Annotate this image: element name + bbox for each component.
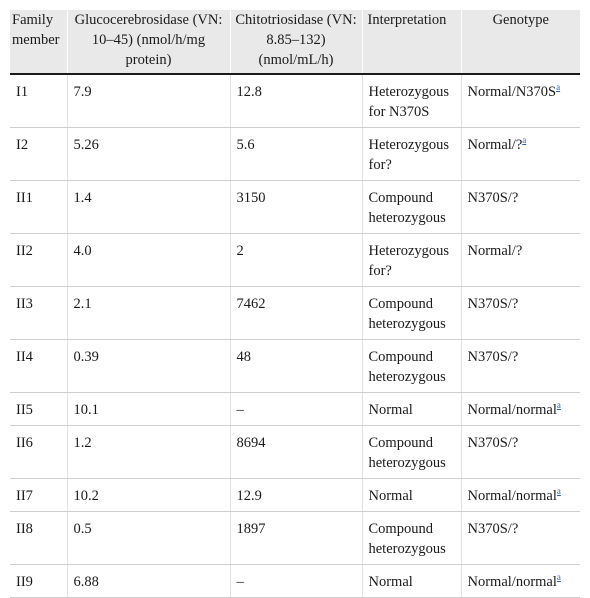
cell-interpretation-text: Heterozygous for N370S [368,84,450,120]
cell-family-member [10,234,67,287]
header-glucocerebrosidase: Glucocerebrosidase (VN: 10–45) (nmol/h/mg protein) [67,10,230,74]
table-row [10,128,580,181]
table-row [10,512,580,565]
cell-genotype [461,181,580,234]
cell-interpretation [362,479,461,512]
footnote-link[interactable]: a [522,135,527,146]
cell-glucocerebrosidase [67,479,230,512]
results-table-container [10,10,580,598]
cell-family-member [10,181,67,234]
cell-chitotriosidase-text: – [236,402,244,418]
cell-genotype-text: Normal/N370S [467,84,557,100]
footnote-link[interactable]: a [556,400,561,411]
cell-chitotriosidase [230,128,362,181]
cell-family-member-text: II3 [16,296,33,312]
cell-glucocerebrosidase [67,426,230,479]
cell-genotype [461,74,580,128]
cell-genotype-text: Normal/normal [467,488,557,504]
footnote-link[interactable]: a [556,82,561,93]
cell-interpretation-text: Normal [368,488,413,504]
cell-genotype [461,287,580,340]
cell-interpretation [362,565,461,598]
table-row [10,393,580,426]
cell-genotype [461,128,580,181]
cell-genotype-text: Normal/? [467,137,523,153]
cell-glucocerebrosidase [67,234,230,287]
cell-genotype-text: Normal/? [467,243,523,259]
cell-interpretation-text: Compound heterozygous [368,190,446,226]
header-row [10,10,580,74]
cell-interpretation-text: Compound heterozygous [368,435,446,471]
cell-chitotriosidase-text: 5.6 [236,137,255,153]
cell-interpretation-text: Heterozygous for? [368,243,450,279]
table-row [10,74,580,128]
header-chitotriosidase: Chitotriosidase (VN: 8.85–132) (nmol/mL/h) [230,10,362,74]
cell-family-member [10,393,67,426]
cell-family-member-text: II1 [16,190,33,206]
cell-family-member-text: II9 [16,574,33,590]
cell-genotype [461,512,580,565]
table-row [10,181,580,234]
cell-interpretation [362,393,461,426]
cell-family-member [10,426,67,479]
cell-genotype-text: N370S/? [467,190,519,206]
cell-glucocerebrosidase-text: 4.0 [73,243,92,259]
cell-genotype [461,479,580,512]
cell-chitotriosidase-text: 8694 [236,435,266,451]
cell-glucocerebrosidase-text: 0.39 [73,349,99,365]
cell-family-member-text: II4 [16,349,33,365]
cell-chitotriosidase [230,234,362,287]
cell-chitotriosidase [230,74,362,128]
table-row [10,287,580,340]
table-row [10,479,580,512]
cell-chitotriosidase [230,340,362,393]
cell-interpretation [362,287,461,340]
header-family-member: Family member [10,10,67,74]
cell-glucocerebrosidase [67,393,230,426]
cell-glucocerebrosidase-text: 1.4 [73,190,92,206]
cell-chitotriosidase [230,181,362,234]
cell-chitotriosidase-text: 12.9 [236,488,262,504]
cell-family-member-text: II2 [16,243,33,259]
cell-chitotriosidase-text: 1897 [236,521,266,537]
header-genotype: Genotype [461,10,580,74]
cell-glucocerebrosidase-text: 10.2 [73,488,99,504]
cell-interpretation-text: Normal [368,402,413,418]
cell-genotype [461,565,580,598]
table-row [10,565,580,598]
cell-chitotriosidase-text: 48 [236,349,251,365]
cell-family-member-text: II6 [16,435,33,451]
footnote-link[interactable]: a [556,486,561,497]
cell-genotype-text: N370S/? [467,349,519,365]
cell-interpretation [362,340,461,393]
cell-family-member-text: II7 [16,488,33,504]
cell-genotype-text: Normal/normal [467,402,557,418]
cell-chitotriosidase-text: 2 [236,243,244,259]
cell-interpretation-text: Heterozygous for? [368,137,450,173]
cell-glucocerebrosidase [67,181,230,234]
cell-glucocerebrosidase-text: 0.5 [73,521,92,537]
cell-genotype-text: N370S/? [467,435,519,451]
cell-family-member [10,565,67,598]
cell-family-member-text: I2 [16,137,29,153]
cell-genotype [461,393,580,426]
cell-genotype-text: N370S/? [467,296,519,312]
cell-family-member [10,128,67,181]
cell-glucocerebrosidase-text: 2.1 [73,296,92,312]
table-row [10,234,580,287]
cell-interpretation-text: Normal [368,574,413,590]
cell-chitotriosidase [230,479,362,512]
cell-glucocerebrosidase-text: 5.26 [73,137,99,153]
cell-interpretation [362,426,461,479]
cell-glucocerebrosidase-text: 1.2 [73,435,92,451]
cell-genotype-text: Normal/normal [467,574,557,590]
cell-interpretation-text: Compound heterozygous [368,296,446,332]
family-enzyme-table [10,10,580,598]
cell-family-member [10,287,67,340]
cell-interpretation [362,181,461,234]
cell-chitotriosidase [230,565,362,598]
cell-glucocerebrosidase [67,512,230,565]
cell-glucocerebrosidase [67,74,230,128]
header-interpretation: Interpretation [362,10,461,74]
cell-glucocerebrosidase [67,565,230,598]
cell-chitotriosidase-text: 12.8 [236,84,262,100]
cell-genotype [461,340,580,393]
cell-interpretation [362,234,461,287]
cell-glucocerebrosidase-text: 6.88 [73,574,99,590]
cell-chitotriosidase [230,512,362,565]
cell-chitotriosidase-text: 3150 [236,190,266,206]
cell-glucocerebrosidase-text: 10.1 [73,402,99,418]
cell-interpretation [362,74,461,128]
cell-family-member-text: II8 [16,521,33,537]
cell-interpretation-text: Compound heterozygous [368,521,446,557]
cell-glucocerebrosidase [67,340,230,393]
cell-glucocerebrosidase [67,287,230,340]
table-header [10,10,580,74]
cell-chitotriosidase [230,393,362,426]
cell-family-member [10,512,67,565]
cell-glucocerebrosidase-text: 7.9 [73,84,92,100]
cell-family-member-text: I1 [16,84,29,100]
cell-family-member [10,74,67,128]
cell-family-member [10,340,67,393]
cell-chitotriosidase [230,426,362,479]
cell-interpretation [362,512,461,565]
cell-chitotriosidase-text: – [236,574,244,590]
cell-glucocerebrosidase [67,128,230,181]
cell-chitotriosidase-text: 7462 [236,296,266,312]
cell-family-member-text: II5 [16,402,33,418]
cell-family-member [10,479,67,512]
cell-interpretation-text: Compound heterozygous [368,349,446,385]
cell-interpretation [362,128,461,181]
cell-genotype-text: N370S/? [467,521,519,537]
table-body [10,74,580,598]
cell-chitotriosidase [230,287,362,340]
table-row [10,340,580,393]
table-row [10,426,580,479]
cell-genotype [461,426,580,479]
footnote-link[interactable]: a [556,572,561,583]
cell-genotype [461,234,580,287]
